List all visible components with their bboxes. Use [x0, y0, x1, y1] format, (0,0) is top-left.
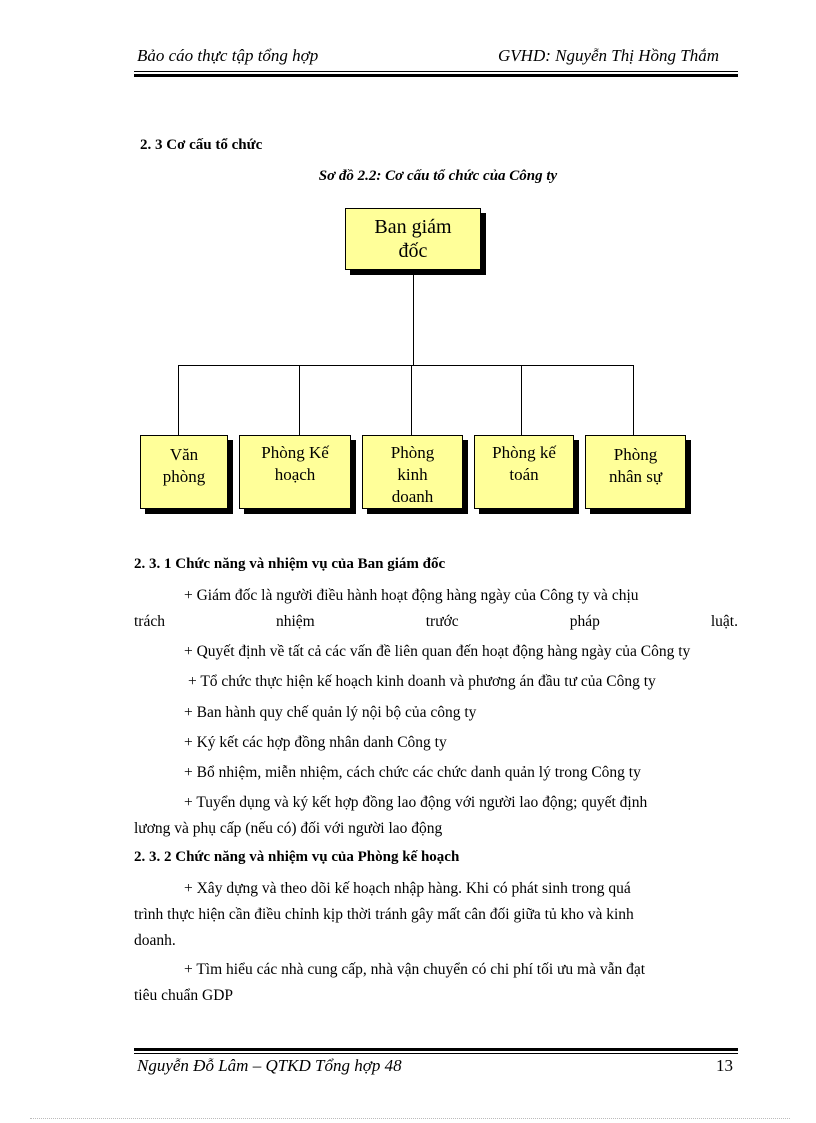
paragraph-justified-line — [134, 612, 738, 632]
paragraph-line: + Giám đốc là người điều hành hoạt động hàng ngày của Công ty và chịu — [184, 587, 639, 604]
list-item: + Quyết định về tất cả các vấn đề liên quan đến hoạt động hàng ngày của Công ty — [184, 643, 691, 660]
footer-rule-thick — [134, 1048, 738, 1051]
connector-drop — [411, 365, 412, 435]
org-box-line: phòng — [162, 467, 206, 486]
connector-vertical-main — [413, 270, 414, 365]
connector-horizontal — [178, 365, 634, 366]
org-box-admin-office — [140, 435, 228, 509]
org-box-line: hoạch — [274, 465, 316, 484]
org-box-line: Phòng Kế — [261, 443, 329, 462]
org-box-line: doanh — [391, 487, 434, 506]
org-box-board-of-directors — [345, 208, 481, 270]
footer-rule-thin — [134, 1053, 738, 1054]
connector-drop — [178, 365, 179, 435]
figure-caption: Sơ đồ 2.2: Cơ cấu tổ chức của Công ty — [318, 168, 558, 184]
list-item: + Ban hành quy chế quản lý nội bộ của công ty — [184, 704, 477, 721]
paragraph-line: tiêu chuẩn GDP — [134, 987, 234, 1004]
header-right: GVHD: Nguyễn Thị Hồng Thắm — [498, 46, 719, 65]
header-rule-thin — [134, 71, 738, 72]
subsection-title-board: 2. 3. 1 Chức năng và nhiệm vụ của Ban giám đốc — [134, 556, 446, 572]
header-rule-thick — [134, 74, 738, 77]
paragraph-line: doanh. — [134, 932, 176, 949]
list-item: + Bổ nhiệm, miễn nhiệm, cách chức các chức danh quản lý trong Công ty — [184, 764, 641, 781]
footer-left: Nguyễn Đỗ Lâm – QTKD Tổng hợp 48 — [137, 1056, 402, 1075]
org-box-line: Văn — [169, 445, 199, 464]
org-box-line: nhân sự — [608, 467, 663, 486]
paragraph-line: lương và phụ cấp (nếu có) đối với người lao động — [134, 820, 443, 837]
org-box-planning — [239, 435, 351, 509]
org-box-line: Ban giám — [374, 216, 452, 238]
word: trước — [425, 613, 459, 630]
org-box-line: toán — [509, 465, 539, 484]
org-box-business — [362, 435, 463, 509]
word: luật. — [710, 613, 738, 630]
subsection-title-planning: 2. 3. 2 Chức năng và nhiệm vụ của Phòng kế hoạch — [134, 849, 460, 865]
list-item: + Tổ chức thực hiện kế hoạch kinh doanh và phương án đầu tư của Công ty — [188, 673, 656, 690]
paragraph-line: + Tuyển dụng và ký kết hợp đồng lao động với người lao động; quyết định — [184, 794, 648, 811]
page-edge-divider — [30, 1118, 790, 1119]
section-title: 2. 3 Cơ cấu tổ chức — [140, 137, 263, 153]
connector-drop — [633, 365, 634, 435]
word: nhiệm — [275, 613, 315, 630]
page-number: 13 — [716, 1056, 733, 1075]
org-box-line: Phòng kế — [492, 443, 556, 462]
org-box-hr — [585, 435, 686, 509]
org-box-line: Phòng — [613, 445, 658, 464]
connector-drop — [299, 365, 300, 435]
header-left: Bảo cáo thực tập tổng hợp — [137, 46, 319, 65]
paragraph-line: trình thực hiện cần điều chỉnh kịp thời tránh gây mất cân đối giữa tủ kho và kinh — [134, 906, 634, 923]
word: trách — [134, 613, 165, 630]
org-box-line: đốc — [398, 240, 428, 262]
paragraph-line: + Xây dựng và theo dõi kế hoạch nhập hàng. Khi có phát sinh trong quá — [184, 880, 631, 897]
org-box-line: Phòng — [390, 443, 435, 462]
connector-drop — [521, 365, 522, 435]
word: pháp — [569, 613, 600, 630]
org-box-accounting — [474, 435, 574, 509]
list-item: + Ký kết các hợp đồng nhân danh Công ty — [184, 734, 447, 751]
org-box-line: kinh — [397, 465, 428, 484]
paragraph-line: + Tìm hiểu các nhà cung cấp, nhà vận chuyển có chi phí tối ưu mà vẫn đạt — [184, 961, 646, 978]
